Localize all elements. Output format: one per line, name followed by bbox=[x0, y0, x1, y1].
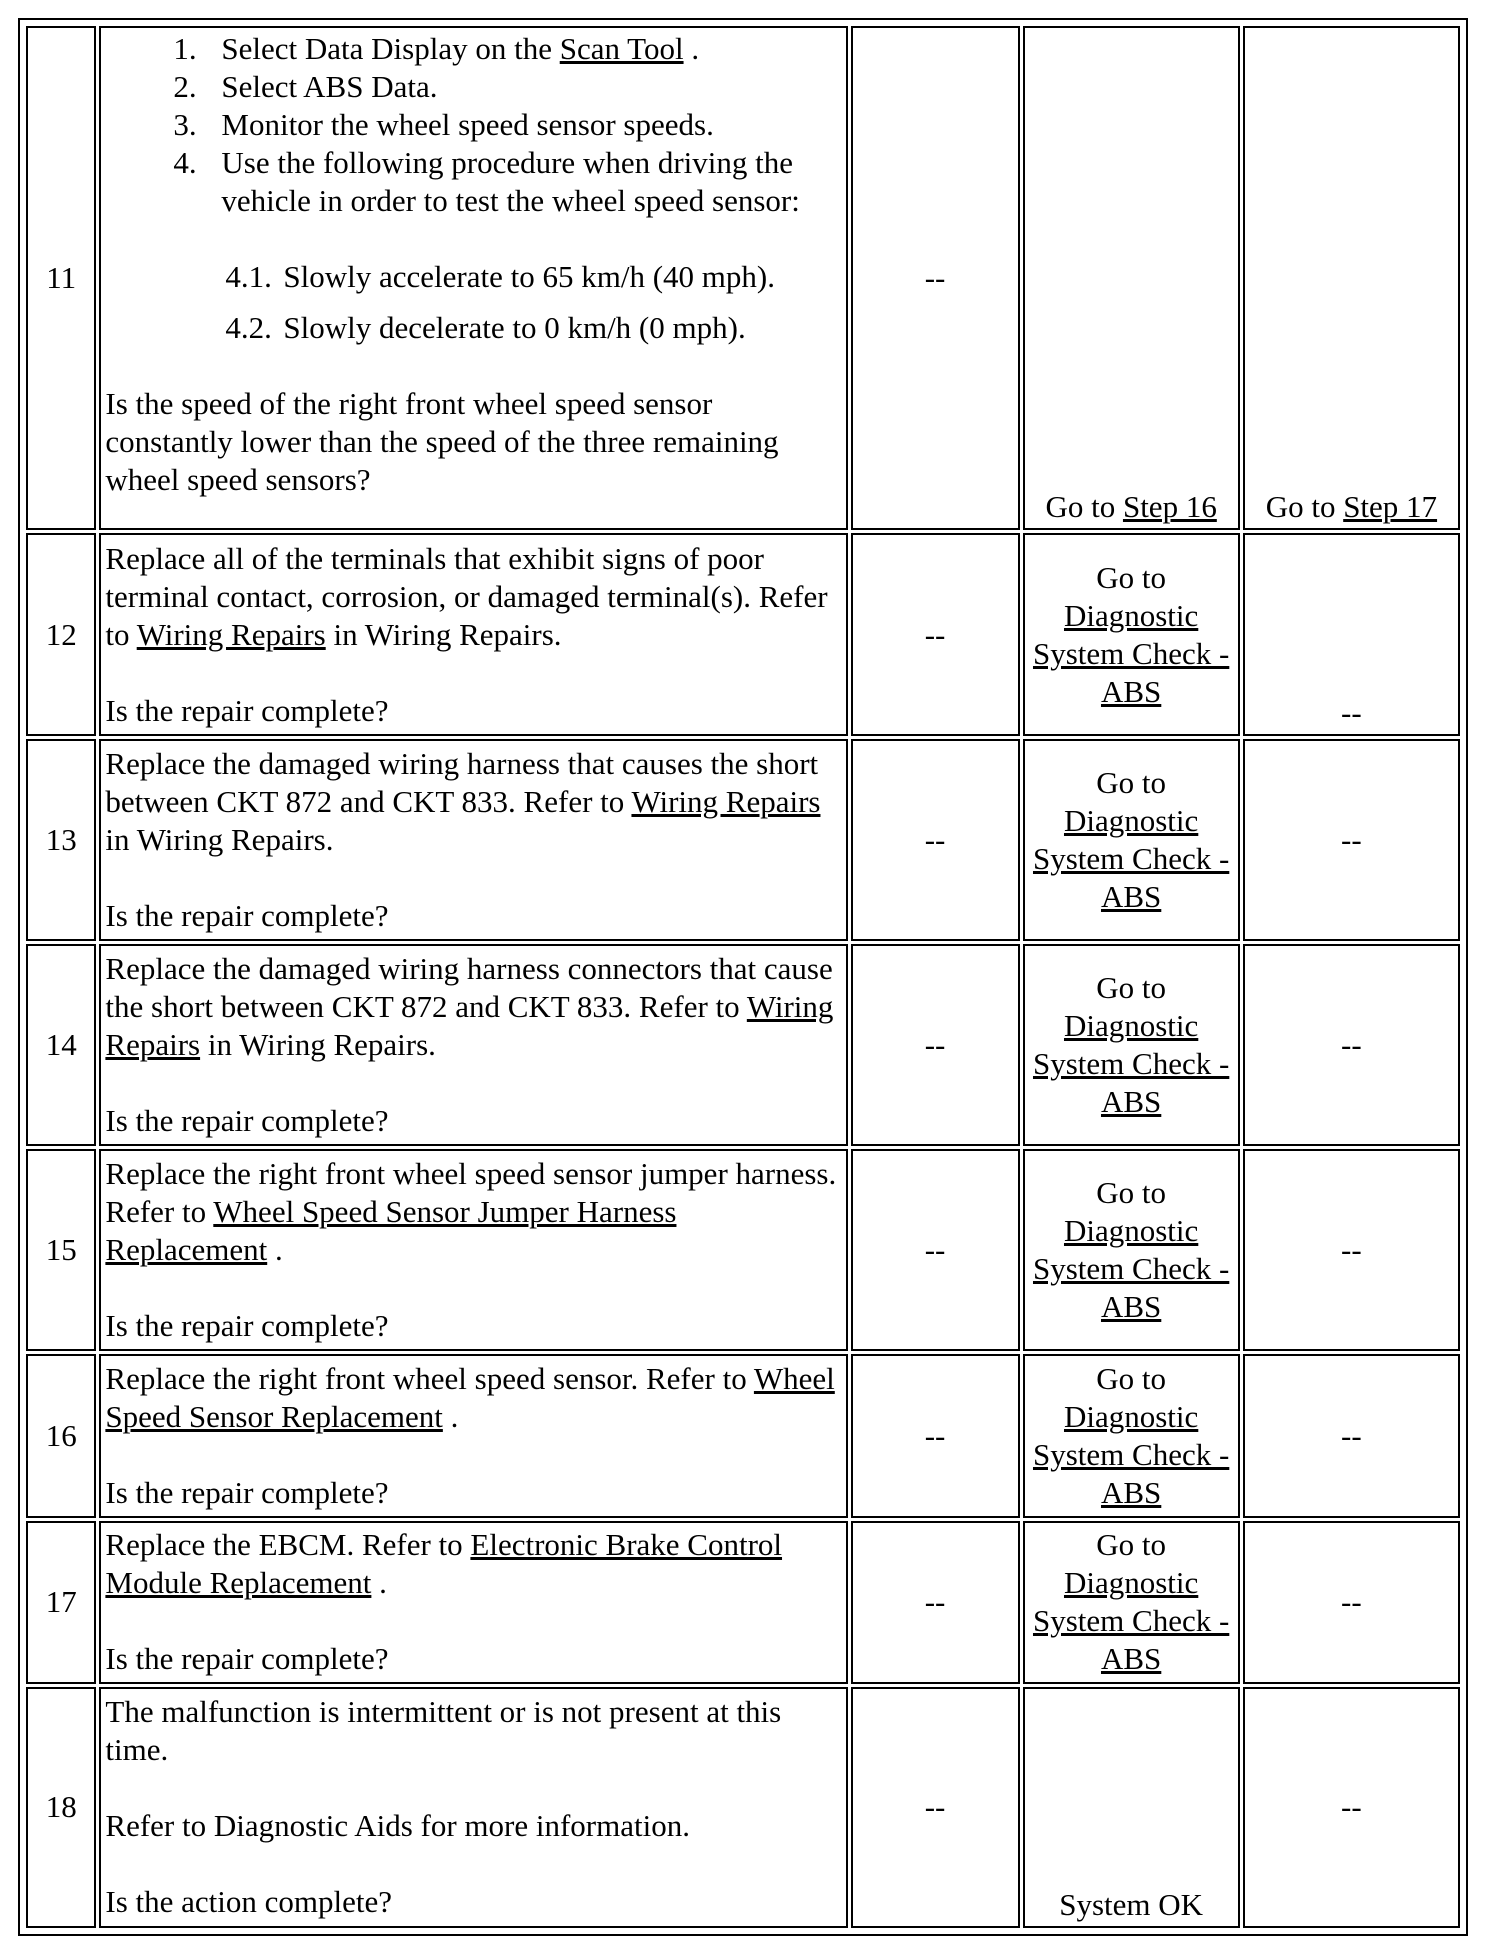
step-number: 18 bbox=[26, 1687, 96, 1928]
no-cell: -- bbox=[1243, 533, 1460, 735]
step-16-link[interactable]: Step 16 bbox=[1122, 489, 1217, 525]
diagnostic-system-check-link[interactable]: Diagnostic System Check - ABS bbox=[1032, 1213, 1230, 1325]
list-item: 4.1. Slowly accelerate to 65 km/h (40 mph). bbox=[225, 259, 775, 294]
diagnostic-system-check-link[interactable]: Diagnostic System Check - ABS bbox=[1032, 1007, 1230, 1119]
yes-cell: Go to Diagnostic System Check - ABS bbox=[1023, 533, 1240, 735]
question-text: Is the repair complete? bbox=[105, 1474, 389, 1510]
action-cell: Replace the right front wheel speed sensor. Refer to Wheel Speed Sensor Replacement . Is the repair complete? bbox=[99, 1354, 847, 1517]
list-item: 4.2. Slowly decelerate to 0 km/h (0 mph). bbox=[225, 310, 746, 345]
yes-cell: Go to Step 16 bbox=[1023, 26, 1240, 530]
value-cell: -- bbox=[851, 739, 1020, 941]
yes-cell: System OK bbox=[1023, 1687, 1240, 1928]
list-item: 1. Select Data Display on the Scan Tool . bbox=[173, 31, 700, 66]
question-text: Is the repair complete? bbox=[105, 1308, 389, 1344]
no-cell: -- bbox=[1243, 1149, 1460, 1351]
value-cell: -- bbox=[851, 1149, 1020, 1351]
yes-cell: Go to Diagnostic System Check - ABS bbox=[1023, 1521, 1240, 1684]
diagnostic-steps-table bbox=[23, 23, 1463, 1931]
yes-cell: Go to Diagnostic System Check - ABS bbox=[1023, 739, 1240, 941]
list-item: 2. Select ABS Data. bbox=[173, 69, 438, 104]
value-cell: -- bbox=[851, 533, 1020, 735]
action-cell: Replace the right front wheel speed sensor jumper harness. Refer to Wheel Speed Sensor Jumper Harness Replacement . Is the repair complete? bbox=[99, 1149, 847, 1351]
step-number: 16 bbox=[26, 1354, 96, 1517]
value-cell: -- bbox=[851, 1354, 1020, 1517]
question-text: Is the speed of the right front wheel speed sensor constantly lower than the speed of the three remaining wheel speed sensors? bbox=[105, 386, 779, 497]
question-text: Is the repair complete? bbox=[105, 692, 389, 728]
diagnostic-system-check-link[interactable]: Diagnostic System Check - ABS bbox=[1032, 597, 1230, 709]
diagnostic-table-page bbox=[18, 18, 1468, 1936]
step-number: 17 bbox=[26, 1521, 96, 1684]
action-text: Refer to Diagnostic Aids for more information. bbox=[105, 1808, 690, 1844]
diagnostic-system-check-link[interactable]: Diagnostic System Check - ABS bbox=[1032, 802, 1230, 914]
question-text: Is the repair complete? bbox=[105, 1641, 389, 1677]
action-cell bbox=[99, 26, 847, 530]
step-number: 15 bbox=[26, 1149, 96, 1351]
wheel-speed-sensor-replacement-link[interactable]: Wheel Speed Sensor Replacement bbox=[105, 1360, 835, 1434]
action-cell bbox=[99, 1687, 847, 1928]
yes-cell: Go to Diagnostic System Check - ABS bbox=[1023, 1354, 1240, 1517]
table-row bbox=[26, 26, 1460, 530]
diagnostic-system-check-link[interactable]: Diagnostic System Check - ABS bbox=[1032, 1398, 1230, 1510]
question-text: Is the repair complete? bbox=[105, 1102, 389, 1138]
scan-tool-link[interactable]: Scan Tool bbox=[559, 31, 684, 66]
action-cell: Replace the EBCM. Refer to Electronic Brake Control Module Replacement . Is the repair complete? bbox=[99, 1521, 847, 1684]
yes-cell: Go to Diagnostic System Check - ABS bbox=[1023, 1149, 1240, 1351]
jumper-harness-replacement-link[interactable]: Wheel Speed Sensor Jumper Harness Replacement bbox=[105, 1194, 677, 1268]
action-cell: Replace all of the terminals that exhibit signs of poor terminal contact, corrosion, or damaged terminal(s). Refer to Wiring Repairs in Wiring Repairs. Is the repair complete? bbox=[99, 533, 847, 735]
wiring-repairs-link[interactable]: Wiring Repairs bbox=[136, 616, 326, 652]
table-row bbox=[26, 1687, 1460, 1928]
step-17-link[interactable]: Step 17 bbox=[1343, 489, 1438, 525]
wiring-repairs-link[interactable]: Wiring Repairs bbox=[631, 783, 821, 819]
no-cell: -- bbox=[1243, 1687, 1460, 1928]
question-text: Is the action complete? bbox=[105, 1884, 393, 1920]
ebcm-replacement-link[interactable]: Electronic Brake Control Module Replacement bbox=[105, 1527, 783, 1601]
table-row bbox=[26, 944, 1460, 1146]
action-cell: Replace the damaged wiring harness that causes the short between CKT 872 and CKT 833. Refer to Wiring Repairs in Wiring Repairs. Is the repair complete? bbox=[99, 739, 847, 941]
no-cell: Go to Step 17 bbox=[1243, 26, 1460, 530]
table-row bbox=[26, 1354, 1460, 1517]
value-cell: -- bbox=[851, 944, 1020, 1146]
no-cell: -- bbox=[1243, 1354, 1460, 1517]
action-cell: Replace the damaged wiring harness connectors that cause the short between CKT 872 and CKT 833. Refer to Wiring Repairs in Wiring Repairs. Is the repair complete? bbox=[99, 944, 847, 1146]
list-item: 3. Monitor the wheel speed sensor speeds. bbox=[173, 107, 714, 142]
table-row bbox=[26, 1521, 1460, 1684]
table-row bbox=[26, 739, 1460, 941]
procedure-list bbox=[105, 30, 841, 347]
value-cell: -- bbox=[851, 1687, 1020, 1928]
table-row bbox=[26, 1149, 1460, 1351]
step-number: 11 bbox=[26, 26, 96, 530]
table-row bbox=[26, 533, 1460, 735]
diagnostic-system-check-link[interactable]: Diagnostic System Check - ABS bbox=[1032, 1565, 1230, 1677]
step-number: 14 bbox=[26, 944, 96, 1146]
wiring-repairs-link[interactable]: Wiring Repairs bbox=[105, 988, 834, 1062]
no-cell: -- bbox=[1243, 739, 1460, 941]
value-cell: -- bbox=[851, 1521, 1020, 1684]
sub-procedure-list bbox=[221, 258, 841, 347]
no-cell: -- bbox=[1243, 1521, 1460, 1684]
action-text: The malfunction is intermittent or is not present at this time. bbox=[105, 1694, 782, 1768]
step-number: 13 bbox=[26, 739, 96, 941]
question-text: Is the repair complete? bbox=[105, 897, 389, 933]
list-item: 4. Use the following procedure when driving the vehicle in order to test the wheel speed sensor: 4.1. Slowly accelerate to 65 km/h (40 mph). 4.2. Slowly decelerate to 0 km/h (0 mph). bbox=[211, 144, 841, 347]
no-cell: -- bbox=[1243, 944, 1460, 1146]
step-number: 12 bbox=[26, 533, 96, 735]
value-cell: -- bbox=[851, 26, 1020, 530]
yes-cell: Go to Diagnostic System Check - ABS bbox=[1023, 944, 1240, 1146]
